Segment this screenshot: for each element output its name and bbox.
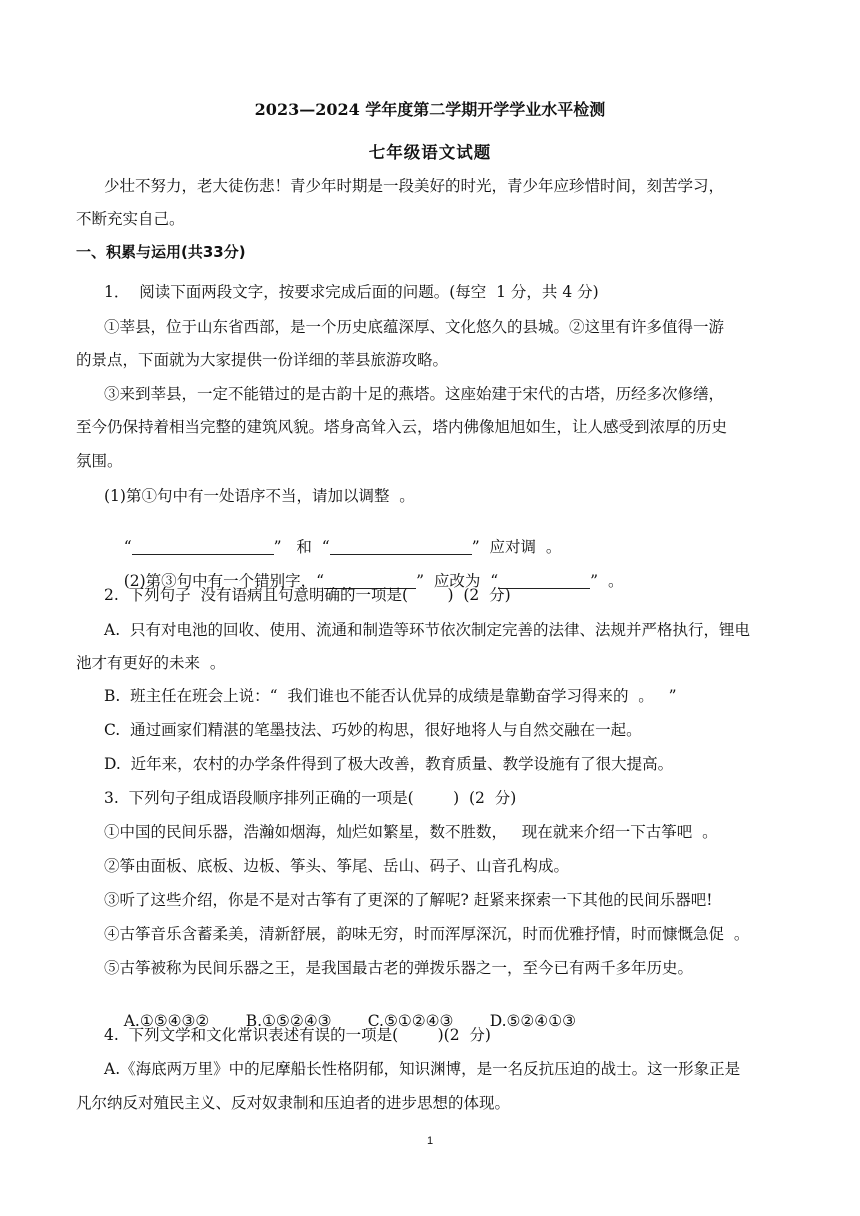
sub2-tail: ” 。 [590,572,624,590]
question-3-item-5: ⑤古筝被称为民间乐器之王，是我国最古老的弹拨乐器之一，至今已有两千多年历史。 [104,959,694,977]
question-2-option-a-line2: 池才有更好的未来 。 [76,654,226,672]
question-1-para1-line2: 的景点，下面就为大家提供一份详细的莘县旅游攻略。 [76,351,449,369]
question-4-option-a-line2: 凡尔纳反对殖民主义、反对奴隶制和压迫者的进步思想的体现。 [76,1094,511,1112]
open-quote: “ [123,538,132,556]
question-2-option-d: D. 近年来，农村的办学条件得到了极大改善，教育质量、教学设施有了很大提高。 [104,755,674,773]
sub2-mid: ” 应改为 “ [416,572,499,590]
sub2-lead: (2)第③句中有一个错别字，“ [123,572,325,590]
close-quote: ” [471,538,480,556]
intro-line-2: 不断充实自己。 [76,210,185,228]
exam-title: 2023—2024 学年度第二学期开学学业水平检测 [254,100,606,119]
section-heading: 一、积累与运用(共33分) [76,243,246,261]
question-1-para2-line3: 氛围。 [76,452,123,470]
open-quote: “ [321,538,330,556]
question-1-sub1: (1)第①句中有一处语序不当，请加以调整 。 [104,487,415,505]
question-1-stem: 1． 阅读下面两段文字，按要求完成后面的问题。(每空 1 分，共 4 分) [104,283,599,301]
question-3-item-2: ②筝由面板、底板、边板、筝头、筝尾、岳山、码子、山音孔构成。 [104,857,570,875]
answer-blank-4[interactable] [498,572,590,589]
question-4-stem: 4. 下列文学和文化常识表述有误的一项是( )(2 分) [104,1026,491,1044]
question-1-para2-line2: 至今仍保持着相当完整的建筑风貌。塔身高耸入云，塔内佛像旭旭如生，让人感受到浓厚的历史 [76,418,728,436]
and-word: 和 [296,538,312,556]
question-1-para2-line1: ③来到莘县，一定不能错过的是古韵十足的燕塔。这座始建于宋代的古塔，历经多次修缮， [104,385,725,403]
intro-line-1: 少壮不努力，老大徒伤悲！青少年时期是一段美好的时光，青少年应珍惜时间，刻苦学习， [104,177,725,195]
question-3-option-a: A.①⑤④③② [123,1012,210,1030]
question-3-option-d: D.⑤②④①③ [489,1012,576,1030]
close-quote: ” [273,538,282,556]
question-2-option-a-line1: A. 只有对电池的回收、使用、流通和制造等环节依次制定完善的法律、法规并严格执行，锂电 [104,621,750,639]
question-3-option-b: B.①⑤②④③ [245,1012,332,1030]
question-1-para1-line1: ①莘县，位于山东省西部，是一个历史底蕴深厚、文化悠久的县城。②这里有许多值得一游 [104,318,725,336]
question-2-stem: 2. 下列句子 没有语病且句意明确的一项是( ) (2 分) [104,586,511,604]
question-2-option-b: B. 班主任在班会上说：“ 我们谁也不能否认优异的成绩是靠勤奋学习得来的 。 ” [104,687,677,705]
question-4-option-a-line1: A.《海底两万里》中的尼摩船长性格阴郁，知识渊博，是一名反抗压迫的战士。这一形象正是 [104,1060,741,1078]
swap-instruction: 应对调 。 [489,538,562,556]
question-3-option-c: C.⑤①②④③ [367,1012,454,1030]
question-3-item-4: ④古筝音乐含蓄柔美，清新舒展，韵味无穷，时而浑厚深沉，时而优雅抒情，时而慷慨急促 。 [104,925,750,943]
question-2-option-c: C. 通过画家们精湛的笔墨技法、巧妙的构思，很好地将人与自然交融在一起。 [104,721,642,739]
question-3-item-1: ①中国的民间乐器，浩瀚如烟海，灿烂如繁星，数不胜数， 现在就来介绍一下古筝吧 。 [104,823,718,841]
question-3-stem: 3. 下列句子组成语段顺序排列正确的一项是( ) (2 分) [104,789,517,807]
question-3-item-3: ③听了这些介绍，你是不是对古筝有了更深的了解呢? 赶紧来探索一下其他的民间乐器吧! [104,891,713,909]
exam-subtitle: 七年级语文试题 [368,143,492,162]
page-number: 1 [426,1135,434,1147]
